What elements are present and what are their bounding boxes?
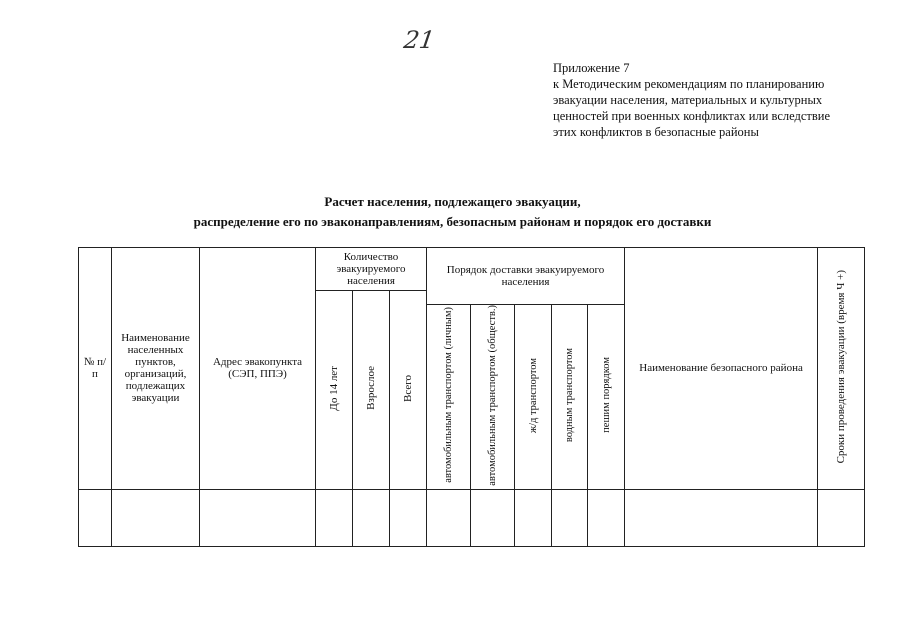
title-line-1: Расчет населения, подлежащего эвакуации, — [324, 194, 581, 209]
title-line-2: распределение его по эваконаправлениям, безопасным районам и порядок его доставки — [193, 214, 712, 229]
appendix-description: к Методическим рекомендациям по планированию эвакуации населения, материальных и культурных ценностей при военных конфликтах или вследствие этих конфликтов в безопасные районы — [553, 77, 831, 139]
table-cell[interactable] — [79, 489, 112, 546]
header-safe-area: Наименование безопасного района — [625, 248, 818, 490]
table-cell[interactable] — [588, 489, 625, 546]
header-water: водным транспортом — [552, 305, 588, 490]
table-cell[interactable] — [515, 489, 552, 546]
table-cell[interactable] — [353, 489, 390, 546]
header-rail: ж/д транспортом — [515, 305, 552, 490]
table-row — [79, 489, 865, 546]
header-foot: пешим порядком — [588, 305, 625, 490]
header-delivery: Порядок доставки эвакуируемого населения — [427, 248, 625, 305]
document-title — [0, 192, 905, 232]
header-under-14: До 14 лет — [316, 291, 353, 490]
table-cell[interactable] — [552, 489, 588, 546]
header-car-public: автомобильным транспортом (обществ.) — [471, 305, 515, 490]
appendix-note — [553, 60, 853, 140]
table-cell[interactable] — [625, 489, 818, 546]
table-cell[interactable] — [471, 489, 515, 546]
table-cell[interactable] — [112, 489, 200, 546]
header-car-private: автомобильным транспортом (личным) — [427, 305, 471, 490]
page-number: 21 — [402, 26, 437, 54]
table-cell[interactable] — [427, 489, 471, 546]
table-cell[interactable] — [200, 489, 316, 546]
evacuation-table — [78, 247, 865, 547]
table-cell[interactable] — [390, 489, 427, 546]
header-settlements: Наименование населенных пунктов, организаций, подлежащих эвакуации — [112, 248, 200, 490]
table-cell[interactable] — [818, 489, 865, 546]
header-deadline: Сроки проведения эвакуации (время Ч +) — [818, 248, 865, 490]
appendix-label: Приложение 7 — [553, 61, 630, 75]
table-cell[interactable] — [316, 489, 353, 546]
header-number: № п/п — [79, 248, 112, 490]
header-total: Всего — [390, 291, 427, 490]
header-quantity: Количество эвакуируемого населения — [316, 248, 427, 291]
header-adult: Взрослое — [353, 291, 390, 490]
header-evac-point-address: Адрес эвакопункта (СЭП, ППЭ) — [200, 248, 316, 490]
